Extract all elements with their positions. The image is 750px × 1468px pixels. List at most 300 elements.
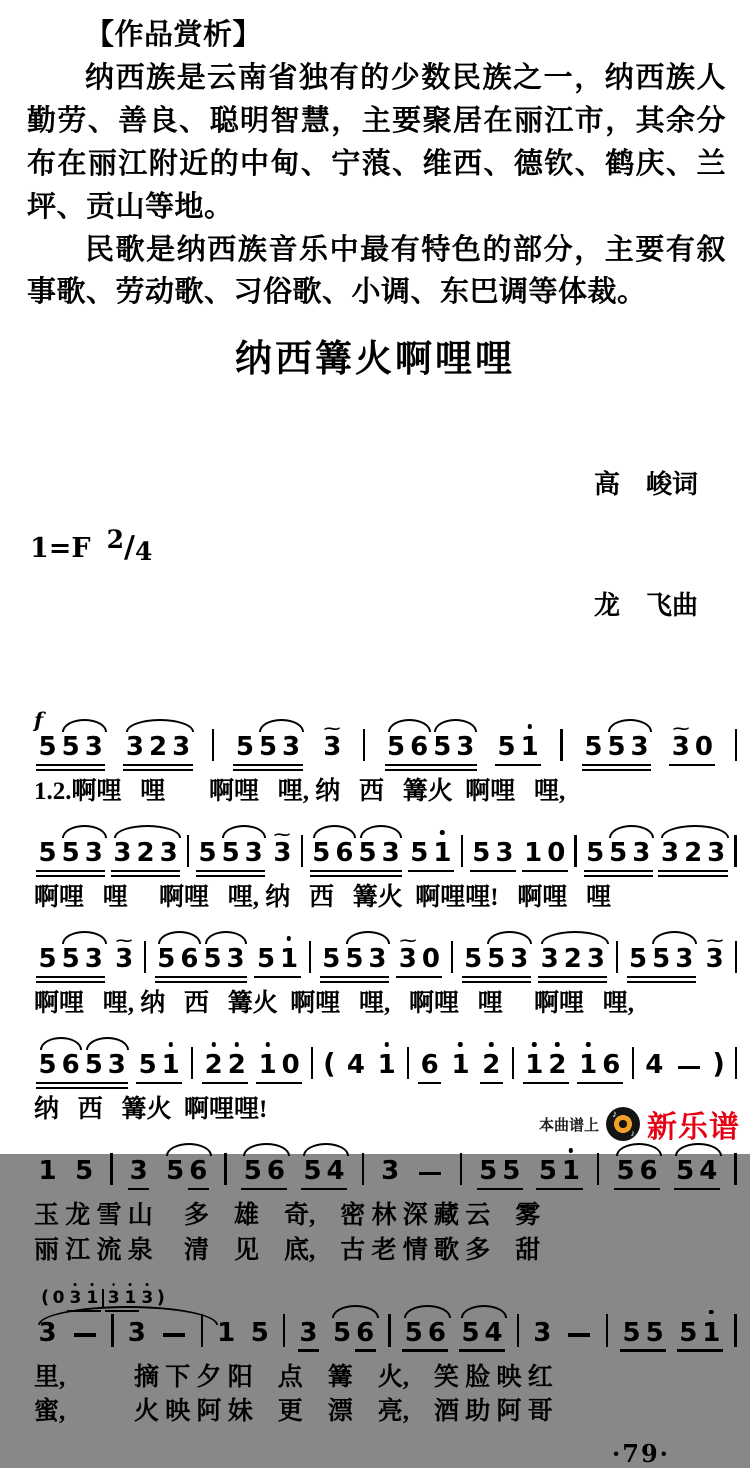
note: [301, 1156, 324, 1186]
note: [459, 1318, 482, 1348]
note: [343, 944, 366, 974]
note: [159, 1050, 182, 1080]
note-group: [233, 732, 302, 762]
note-digit: 0: [281, 1050, 300, 1081]
note: [500, 1156, 523, 1186]
note: [545, 838, 568, 868]
note-group: [643, 1050, 666, 1080]
note: [658, 838, 681, 868]
slur-arc: [158, 931, 201, 944]
barline: [301, 835, 304, 868]
slur-arc: [114, 825, 182, 838]
note-group: [536, 1156, 582, 1186]
note-group: [470, 838, 516, 868]
octave-dot: [129, 1283, 132, 1286]
notation-row: [34, 925, 740, 987]
note-digit: 6: [602, 1050, 621, 1081]
octave-dot: [532, 1042, 536, 1046]
barline: [735, 729, 738, 762]
note: [224, 944, 247, 974]
note-digit: 2: [148, 732, 168, 763]
note-digit: 2: [482, 1050, 501, 1081]
barline: [191, 1047, 194, 1080]
note-digit: 1: [524, 838, 543, 869]
barline: [517, 1314, 520, 1347]
slur-arc: [388, 719, 431, 732]
note-group: [523, 1050, 569, 1080]
note: [561, 944, 584, 974]
note: [333, 838, 356, 868]
note-digit: 3: [675, 944, 694, 975]
note-digit: 5: [166, 1156, 185, 1187]
lyric-line: 里, 摘 下 夕 阳 点 篝 火, 笑 脸 映 红: [34, 1363, 553, 1391]
lyric-line: 蜜, 火 映 阿 妹 更 漂 亮, 酒 助 阿 哥: [34, 1398, 553, 1426]
notation-row: [34, 706, 740, 775]
note-digit: 3: [129, 1156, 148, 1187]
note-digit: 3: [84, 838, 103, 869]
note-group: [522, 838, 568, 868]
note-digit: 0: [547, 838, 566, 869]
note: [454, 732, 477, 762]
note-digit: 5: [198, 838, 217, 869]
barline: [735, 941, 738, 974]
note-group: [582, 732, 651, 762]
note: [682, 838, 705, 868]
note-group: [385, 732, 477, 762]
note-group: [418, 1050, 441, 1080]
half-note-dash: [419, 1172, 441, 1176]
note-digit: 3: [707, 838, 726, 869]
note-group: [462, 944, 531, 974]
note: [134, 838, 157, 868]
note: [330, 1318, 353, 1348]
note-group: [477, 1156, 523, 1186]
note-group: [310, 838, 402, 868]
note-digit: 6: [420, 1050, 439, 1081]
note-digit: 1: [124, 1288, 137, 1309]
vinyl-record-icon: [606, 1107, 640, 1141]
note-digit: 5: [586, 838, 605, 869]
note-digit: 5: [404, 1317, 423, 1348]
note-group: [495, 732, 541, 762]
note-digit: 5: [235, 732, 254, 763]
slur-arc: [404, 1305, 450, 1318]
note-digit: 3: [159, 838, 178, 869]
note: [59, 1050, 82, 1080]
note-digit: 1: [525, 1050, 544, 1081]
note: [201, 944, 224, 974]
note-group: [677, 1318, 723, 1348]
mordent-icon: ~: [113, 932, 135, 949]
note: [605, 732, 628, 762]
note-digit: 5: [538, 1156, 557, 1187]
note-digit: 3: [127, 1317, 146, 1348]
note: [178, 944, 201, 974]
barline: [597, 1153, 600, 1186]
note: [538, 944, 561, 974]
note: [630, 838, 653, 868]
note-digit: 5: [84, 1050, 103, 1081]
note-digit: 5: [629, 944, 648, 975]
slur-arc: [62, 931, 107, 944]
note-group: [577, 1050, 623, 1080]
note-digit: 5: [61, 838, 80, 869]
note-digit: 5: [622, 1317, 641, 1348]
credits: [594, 384, 698, 706]
note-group: [658, 838, 727, 868]
note: [480, 1050, 503, 1080]
appreciation-paragraph-2: 民歌是纳西族音乐中最有特色的部分，主要有叙事歌、劳动歌、习俗歌、小调、东巴调等体裁。: [27, 233, 726, 309]
note: [187, 1156, 210, 1186]
barline: [363, 729, 366, 762]
note: [254, 944, 277, 974]
note: [170, 732, 193, 762]
note-group: [215, 1318, 238, 1348]
note-digit: 3: [533, 1317, 552, 1348]
note: [559, 1156, 582, 1186]
octave-dot: [74, 1283, 77, 1286]
note: [477, 1156, 500, 1186]
barline: [512, 1047, 515, 1080]
slur-arc: [313, 825, 356, 838]
note-digit: 5: [433, 732, 452, 763]
note-digit: 4: [699, 1156, 718, 1187]
note-group: [669, 720, 715, 763]
note: [584, 944, 607, 974]
note-digit: 5: [256, 944, 276, 975]
barline: [461, 835, 464, 868]
note-digit: 1: [433, 838, 452, 869]
note: [531, 1318, 554, 1348]
note-digit: 2: [227, 1050, 246, 1081]
note: [628, 732, 651, 762]
mordent-icon: ~: [704, 932, 725, 949]
note: [582, 732, 605, 762]
octave-dot: [384, 1042, 388, 1046]
note: [485, 944, 508, 974]
page-number: ·79·: [611, 1438, 670, 1468]
note-digit: 3: [107, 1288, 120, 1309]
note: [111, 838, 134, 868]
barline: [560, 729, 563, 762]
note-group: [36, 944, 105, 974]
slur-arc: [86, 1037, 129, 1050]
octave-dot: [440, 830, 444, 834]
note-digit: 1: [579, 1050, 598, 1081]
note-digit: 2: [548, 1050, 567, 1081]
note-digit: 1: [161, 1050, 180, 1081]
note-digit: 5: [497, 732, 516, 763]
note: [495, 732, 518, 762]
note-digit: 5: [243, 1156, 262, 1187]
note-digit: 5: [584, 732, 603, 763]
note: [418, 1050, 441, 1080]
note-digit: 5: [410, 838, 429, 869]
slur-arc: [487, 931, 532, 944]
note: [577, 1050, 600, 1080]
slur-arc: [40, 1037, 83, 1050]
lyric-line: 1.2.啊哩 哩 啊哩 哩, 纳 西 篝火 啊哩 哩,: [34, 778, 566, 806]
mordent-icon: ~: [397, 932, 419, 949]
note-digit: 3: [125, 732, 144, 763]
note: [136, 1050, 159, 1080]
note-group: [127, 1156, 150, 1186]
watermark-text: 本曲谱上: [538, 1117, 599, 1134]
note: [36, 1156, 59, 1186]
note-digit: 3: [323, 732, 342, 763]
note: [256, 732, 279, 762]
note-digit: 5: [679, 1317, 698, 1348]
note-digit: 5: [61, 944, 80, 975]
note: [379, 838, 402, 868]
note: [385, 732, 408, 762]
note-group: [36, 1156, 59, 1186]
note-group: [531, 1318, 554, 1348]
note-digit: 5: [322, 944, 341, 975]
note-digit: 5: [464, 944, 483, 975]
note-digit: 3: [398, 944, 417, 975]
notation-row: [34, 819, 740, 881]
note-group: [480, 1050, 503, 1080]
note-group: [375, 1050, 398, 1080]
note-digit: 1: [258, 1050, 277, 1081]
note: [82, 1050, 105, 1080]
note-group: [408, 838, 454, 868]
note-digit: 3: [381, 1156, 400, 1187]
note: [310, 838, 333, 868]
note: [125, 1318, 148, 1348]
score-line: [34, 819, 740, 915]
note-group: [36, 1050, 128, 1080]
note: [155, 944, 178, 974]
note-group: [301, 1156, 347, 1186]
note-digit: 6: [356, 1317, 375, 1348]
note-digit: 1: [561, 1156, 580, 1187]
note-digit: 4: [346, 1050, 365, 1081]
note-group: [164, 1156, 210, 1186]
slur-arc: [434, 719, 477, 732]
note-group: [627, 944, 696, 974]
note-digit: 3: [299, 1317, 318, 1348]
brand-logo[interactable]: 新乐谱: [647, 1111, 740, 1144]
note-group: [614, 1156, 660, 1186]
lyric-line: 丽 江 流 泉 清 见 底, 古 老 情 歌 多 甜: [34, 1236, 541, 1264]
note-digit: 3: [630, 732, 649, 763]
note-group: [73, 1156, 96, 1186]
lyric-line: 啊哩 哩 啊哩 哩, 纳 西 篝火 啊哩哩! 啊哩 哩: [34, 884, 612, 912]
octave-dot: [586, 1042, 590, 1046]
mordent-icon: ~: [670, 720, 691, 737]
note: [600, 1050, 623, 1080]
note-group: [449, 1050, 472, 1080]
note: [324, 1156, 347, 1186]
note-group: [402, 1318, 448, 1348]
note: [470, 838, 493, 868]
half-note-dash: [74, 1333, 96, 1337]
note-digit: 0: [52, 1288, 65, 1309]
key-label: 1=F: [30, 533, 91, 565]
note: [113, 932, 136, 975]
note: [321, 720, 344, 763]
note: [36, 1318, 59, 1348]
note-digit: 5: [616, 1156, 635, 1187]
note-digit: 3: [495, 838, 514, 869]
note-digit: 5: [61, 732, 80, 763]
note: [123, 732, 146, 762]
note-group: [330, 1318, 376, 1348]
note-group: [344, 1050, 367, 1080]
half-note-dash: [163, 1333, 185, 1337]
note-digit: 2: [204, 1050, 223, 1081]
appreciation-heading: 【作品赏析】: [85, 19, 263, 51]
note-digit: 5: [250, 1317, 269, 1348]
note: [356, 838, 379, 868]
note: [36, 838, 59, 868]
barline: [574, 835, 577, 868]
notation-row: [34, 1031, 740, 1093]
note-digit: 6: [427, 1317, 446, 1348]
note: [127, 1156, 150, 1186]
note-group: [36, 838, 105, 868]
note-digit: 5: [609, 838, 628, 869]
note: [643, 1050, 666, 1080]
note-digit: 6: [189, 1156, 208, 1187]
note: [271, 826, 294, 869]
slur-arc: [259, 719, 304, 732]
lyric-line: 纳 西 篝火 啊哩哩!: [34, 1096, 268, 1124]
half-note-dash: [678, 1066, 700, 1070]
note: [700, 1318, 723, 1348]
barline: [110, 1153, 113, 1186]
note: [462, 944, 485, 974]
barline: [460, 1153, 463, 1186]
note-digit: 2: [136, 838, 155, 869]
note: [607, 838, 630, 868]
note-group: [196, 838, 265, 868]
note-digit: 3: [456, 732, 475, 763]
octave-dot: [169, 1042, 173, 1046]
barline: [734, 1153, 737, 1186]
note-group: [271, 826, 294, 869]
note-group: [297, 1318, 320, 1348]
note: [637, 1156, 660, 1186]
forte-dynamic: f: [34, 706, 43, 732]
note: [697, 1156, 720, 1186]
barline: [735, 1047, 738, 1080]
note-group: [248, 1318, 271, 1348]
note-digit: 3: [632, 838, 651, 869]
note-digit: 3: [660, 838, 680, 869]
note-digit: 5: [502, 1156, 521, 1187]
octave-dot: [112, 1283, 115, 1286]
slur-arc: [541, 931, 609, 944]
half-note-dash: [568, 1333, 590, 1337]
note-digit: 1: [377, 1050, 396, 1081]
parenthesis-text: ): [712, 1049, 725, 1081]
octave-dot: [287, 936, 291, 940]
note-group: [113, 932, 136, 975]
note: [366, 944, 389, 974]
note: [431, 838, 454, 868]
note: [278, 944, 301, 974]
note-digit: 1: [520, 732, 539, 763]
lyric-line: 啊哩 哩, 纳 西 篝火 啊哩 哩, 啊哩 哩 啊哩 哩,: [34, 990, 635, 1018]
mordent-icon: ~: [322, 720, 343, 737]
octave-dot: [458, 1042, 462, 1046]
note: [518, 732, 541, 762]
note: [674, 1156, 697, 1186]
note-digit: 6: [410, 732, 429, 763]
note-group: [674, 1156, 720, 1186]
note-digit: 3: [141, 1288, 154, 1309]
note-digit: 5: [312, 838, 331, 869]
note-digit: 5: [345, 944, 364, 975]
note: [264, 1156, 287, 1186]
note: [36, 1050, 59, 1080]
note-digit: 6: [335, 838, 354, 869]
note-digit: 6: [180, 944, 199, 975]
barline: [632, 1047, 635, 1080]
note: [241, 1156, 264, 1186]
barline: [407, 1047, 410, 1080]
note: [379, 1156, 402, 1186]
note: [59, 838, 82, 868]
note-digit: 5: [487, 944, 506, 975]
key-signature: [30, 525, 152, 566]
note-digit: 6: [266, 1156, 285, 1187]
note: [482, 1318, 505, 1348]
note-digit: 3: [172, 732, 191, 763]
octave-dot: [527, 724, 531, 728]
note-group: [321, 720, 344, 763]
note-digit: 5: [461, 1317, 480, 1348]
note-group: [111, 838, 180, 868]
note: [215, 1318, 238, 1348]
note-group: [620, 1318, 666, 1348]
note: [279, 1050, 302, 1080]
note-digit: 5: [472, 838, 491, 869]
note: [614, 1156, 637, 1186]
barline: [734, 835, 737, 868]
note-group: [538, 944, 607, 974]
note-group: [125, 1318, 148, 1348]
note: [703, 932, 726, 975]
note: [354, 1318, 377, 1348]
note-group: [396, 932, 442, 975]
octave-dot: [709, 1310, 713, 1314]
note-digit: 5: [221, 838, 240, 869]
slur-arc: [360, 825, 403, 838]
note-digit: 0: [694, 732, 713, 763]
note-digit: 5: [607, 732, 626, 763]
note: [643, 1318, 666, 1348]
parenthesis-text: (: [323, 1049, 336, 1081]
note-group: [379, 1156, 402, 1186]
note-group: [202, 1050, 248, 1080]
appreciation-paragraph-1: 纳西族是云南省独有的少数民族之一，纳西族人勤劳、善良、聪明智慧，主要聚居在丽江市，其余分布在丽江附近的中甸、宁蒗、维西、德钦、鹤庆、兰坪、贡山等地。: [27, 61, 726, 223]
note: [164, 1156, 187, 1186]
note-digit: 3: [113, 838, 132, 869]
note-digit: 3: [368, 944, 387, 975]
slur-arc: [126, 719, 194, 732]
note-digit: 5: [157, 944, 176, 975]
note-group: [36, 732, 105, 762]
meta-row: [0, 382, 750, 706]
slur-arc: [608, 719, 653, 732]
note-digit: 3: [69, 1288, 82, 1309]
note-digit: 3: [705, 944, 724, 975]
note: [650, 944, 673, 974]
